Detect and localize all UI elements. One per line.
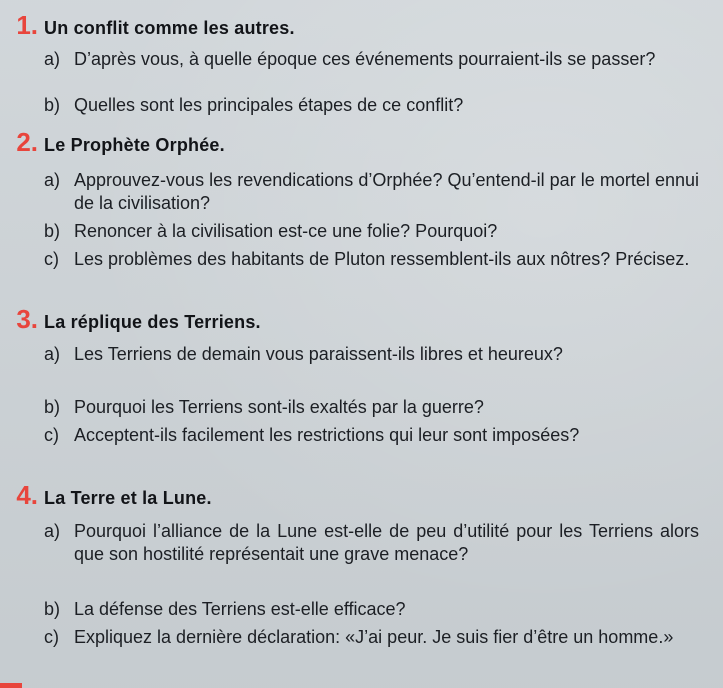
question-number: 4. [16, 480, 38, 510]
question-4-item-c [44, 626, 699, 649]
item-label: b) [44, 397, 61, 417]
item-text: Approuvez-vous les revendications d’Orphée? Qu’entend-il par le mortel ennui de la civilisation? [74, 170, 699, 213]
question-3-item-b [44, 396, 699, 419]
item-label: a) [44, 49, 61, 69]
item-text: Quelles sont les principales étapes de ce conflit? [74, 95, 464, 115]
question-3-heading [0, 306, 261, 333]
item-label: c) [44, 249, 59, 269]
question-1-heading [0, 12, 295, 39]
item-label: a) [44, 344, 61, 364]
question-title: La réplique des Terriens. [44, 312, 261, 332]
item-label: b) [44, 95, 61, 115]
question-1-item-a [44, 48, 699, 71]
question-title: Un conflit comme les autres. [44, 18, 295, 38]
item-label: c) [44, 425, 59, 445]
item-label: a) [44, 521, 61, 541]
question-title: Le Prophète Orphée. [44, 135, 225, 155]
question-number: 1. [16, 10, 38, 40]
item-text: Acceptent-ils facilement les restrictions qui leur sont imposées? [74, 425, 580, 445]
question-2-heading [0, 129, 225, 156]
question-2-item-b [44, 220, 699, 243]
next-question-number-fragment [0, 675, 24, 688]
item-text: Les problèmes des habitants de Pluton ressemblent-ils aux nôtres? Précisez. [74, 249, 690, 269]
item-label: b) [44, 599, 61, 619]
item-label: c) [44, 627, 59, 647]
question-2-item-c [44, 248, 699, 271]
item-text: Pourquoi les Terriens sont-ils exaltés par la guerre? [74, 397, 484, 417]
item-text: Renoncer à la civilisation est-ce une folie? Pourquoi? [74, 221, 498, 241]
question-3-item-c [44, 424, 699, 447]
item-label: b) [44, 221, 61, 241]
question-4-item-a [44, 520, 699, 565]
question-1-item-b [44, 94, 699, 117]
question-3-item-a [44, 343, 699, 366]
item-text: Expliquez la dernière déclaration: «J’ai peur. Je suis fier d’être un homme.» [74, 627, 674, 647]
item-text: D’après vous, à quelle époque ces événements pourraient-ils se passer? [74, 49, 656, 69]
question-number: 3. [16, 304, 38, 334]
question-4-item-b [44, 598, 699, 621]
item-text: Pourquoi l’alliance de la Lune est-elle de peu d’utilité pour les Terriens alors que son hostilité représentait une grave menace? [74, 521, 699, 564]
item-text: Les Terriens de demain vous paraissent-ils libres et heureux? [74, 344, 563, 364]
item-text: La défense des Terriens est-elle efficace? [74, 599, 406, 619]
item-label: a) [44, 170, 61, 190]
question-4-heading [0, 482, 212, 509]
question-2-item-a [44, 169, 699, 214]
question-number: 2. [16, 127, 38, 157]
question-title: La Terre et la Lune. [44, 488, 212, 508]
